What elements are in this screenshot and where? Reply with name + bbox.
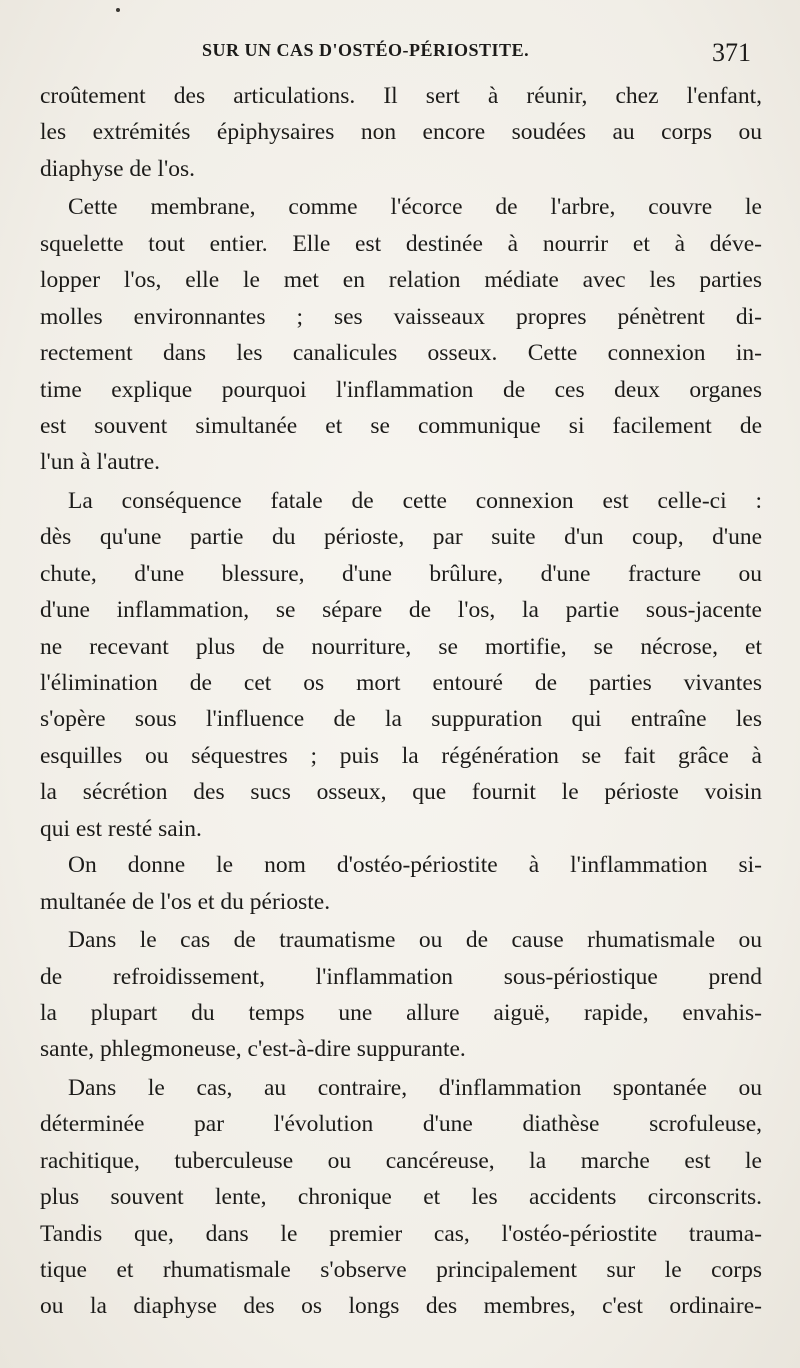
- text-line: s'opère sous l'influence de la suppuration qui entraîne les: [40, 706, 762, 733]
- text-line: la plupart du temps une allure aiguë, rapide, envahis-: [40, 999, 762, 1026]
- text-line: rachitique, tuberculeuse ou cancéreuse, la marche est le: [40, 1147, 762, 1174]
- text-line: Tandis que, dans le premier cas, l'ostéo-périostite trauma-: [40, 1220, 762, 1247]
- ink-speck: [116, 8, 120, 12]
- text-line: multanée de l'os et du périoste.: [40, 888, 331, 915]
- text-line: ou la diaphyse des os longs des membres, c'est ordinaire-: [40, 1293, 762, 1320]
- text-line: lopper l'os, elle le met en relation médiate avec les parties: [40, 267, 762, 294]
- text-line: croûtement des articulations. Il sert à réunir, chez l'enfant,: [40, 83, 762, 109]
- page-number: 371: [712, 38, 751, 67]
- text-line: est souvent simultanée et se communique si facilement de: [40, 412, 762, 439]
- text-line: qui est resté sain.: [40, 815, 202, 842]
- running-head: [0, 38, 800, 78]
- text-line: molles environnantes ; ses vaisseaux propres pénètrent di-: [40, 303, 762, 330]
- text-line: La conséquence fatale de cette connexion est celle-ci :: [68, 487, 762, 514]
- text-line: d'une inflammation, se sépare de l'os, la partie sous-jacente: [40, 597, 762, 624]
- running-title: SUR UN CAS D'OSTÉO-PÉRIOSTITE.: [202, 40, 530, 60]
- text-line: chute, d'une blessure, d'une brûlure, d'une fracture ou: [40, 560, 762, 587]
- text-line: esquilles ou séquestres ; puis la régénération se fait grâce à: [40, 742, 762, 769]
- text-line: l'un à l'autre.: [40, 449, 161, 476]
- text-line: dès qu'une partie du périoste, par suite d'un coup, d'une: [40, 524, 762, 551]
- text-line: sante, phlegmoneuse, c'est-à-dire suppurante.: [40, 1036, 466, 1063]
- text-line: Dans le cas de traumatisme ou de cause rhumatismale ou: [68, 927, 762, 954]
- text-line: ne recevant plus de nourriture, se mortifie, se nécrose, et: [40, 633, 762, 660]
- text-line: rectement dans les canalicules osseux. Cette connexion in-: [40, 340, 762, 367]
- text-line: les extrémités épiphysaires non encore soudées au corps ou: [40, 119, 762, 146]
- text-line: la sécrétion des sucs osseux, que fournit le périoste voisin: [40, 779, 762, 806]
- text-line: Cette membrane, comme l'écorce de l'arbre, couvre le: [68, 194, 762, 221]
- text-line: déterminée par l'évolution d'une diathèse scrofuleuse,: [40, 1111, 762, 1138]
- text-line: Dans le cas, au contraire, d'inflammation spontanée ou: [68, 1074, 762, 1101]
- text-line: diaphyse de l'os.: [40, 155, 195, 182]
- text-line: l'élimination de cet os mort entouré de parties vivantes: [40, 670, 762, 696]
- text-line: de refroidissement, l'inflammation sous-périostique prend: [40, 963, 762, 990]
- text-line: tique et rhumatismale s'observe principalement sur le corps: [40, 1257, 762, 1283]
- text-line: plus souvent lente, chronique et les accidents circonscrits.: [40, 1184, 762, 1211]
- body-text: [40, 78, 762, 1325]
- text-line: On donne le nom d'ostéo-périostite à l'inflammation si-: [68, 852, 762, 879]
- text-line: squelette tout entier. Elle est destinée à nourrir et à déve-: [40, 230, 762, 257]
- text-line: time explique pourquoi l'inflammation de ces deux organes: [40, 376, 762, 403]
